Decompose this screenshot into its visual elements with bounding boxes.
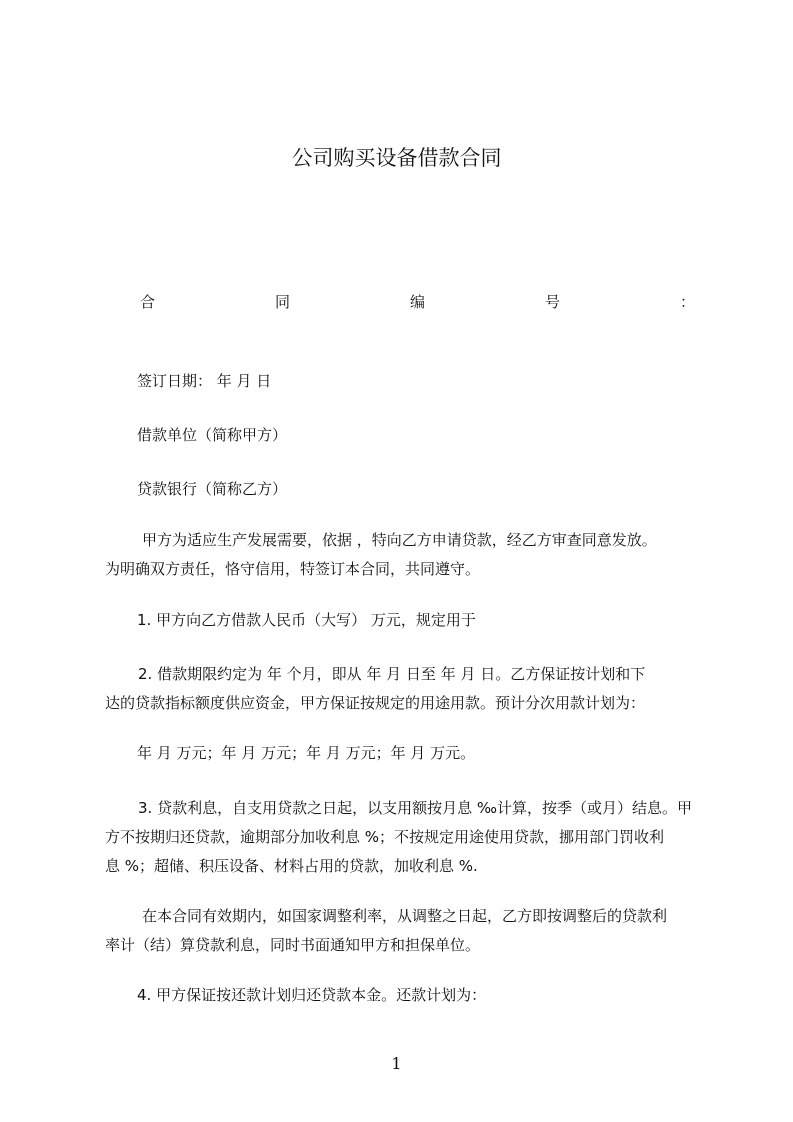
intro-paragraph: [105, 526, 705, 584]
page-number: 1: [391, 1054, 402, 1073]
clause-3: [105, 794, 705, 881]
clause-3-line-2: 方不按期归还贷款，逾期部分加收利息 %；不按规定用途使用贷款，挪用部门罚收利: [105, 828, 665, 846]
contract-number-char: 号: [544, 293, 560, 311]
intro-line-1: 甲方为适应生产发展需要，依据 ，特向乙方申请贷款，经乙方审查同意发放。: [142, 531, 657, 549]
rate-adjust-line-2: 率计（结）算贷款利息，同时书面通知甲方和担保单位。: [105, 936, 481, 954]
clause-3-line-1: 3. 贷款利息，自支用贷款之日起，以支用额按月息 ‰计算，按季（或月）结息。甲: [138, 799, 692, 817]
contract-number-colon: ：: [679, 293, 695, 311]
clause-1: 1. 甲方向乙方借款人民币（大写） 万元，规定用于: [137, 611, 476, 629]
borrower-line: 借款单位（简称甲方）: [137, 426, 288, 444]
payment-schedule: 年 月 万元；年 月 万元；年 月 万元；年 月 万元。: [137, 744, 476, 762]
rate-adjust-paragraph: [105, 902, 705, 960]
contract-number-char: 编: [409, 293, 425, 311]
intro-line-2: 为明确双方责任，恪守信用，特签订本合同，共同遵守。: [105, 560, 481, 578]
sign-date: 签订日期： 年 月 日: [137, 372, 272, 390]
page-title: 公司购买设备借款合同: [291, 146, 502, 170]
rate-adjust-line-1: 在本合同有效期内，如国家调整利率，从调整之日起，乙方即按调整后的贷款利: [142, 907, 668, 925]
contract-number-char: 同: [274, 293, 290, 311]
contract-number-label: [140, 292, 695, 312]
clause-2-line-1: 2. 借款期限约定为 年 个月，即从 年 月 日至 年 月 日。乙方保证按计划和下: [138, 665, 646, 683]
lender-line: 贷款银行（简称乙方）: [137, 480, 288, 498]
clause-3-line-3: 息 %；超储、积压设备、材料占用的贷款，加收利息 %.: [105, 857, 478, 875]
clause-2: [105, 660, 705, 718]
clause-4: 4. 甲方保证按还款计划归还贷款本金。还款计划为：: [137, 986, 487, 1004]
clause-2-line-2: 达的贷款指标额度供应资金，甲方保证按规定的用途用款。预计分次用款计划为：: [105, 694, 646, 712]
contract-number-char: 合: [140, 293, 156, 311]
